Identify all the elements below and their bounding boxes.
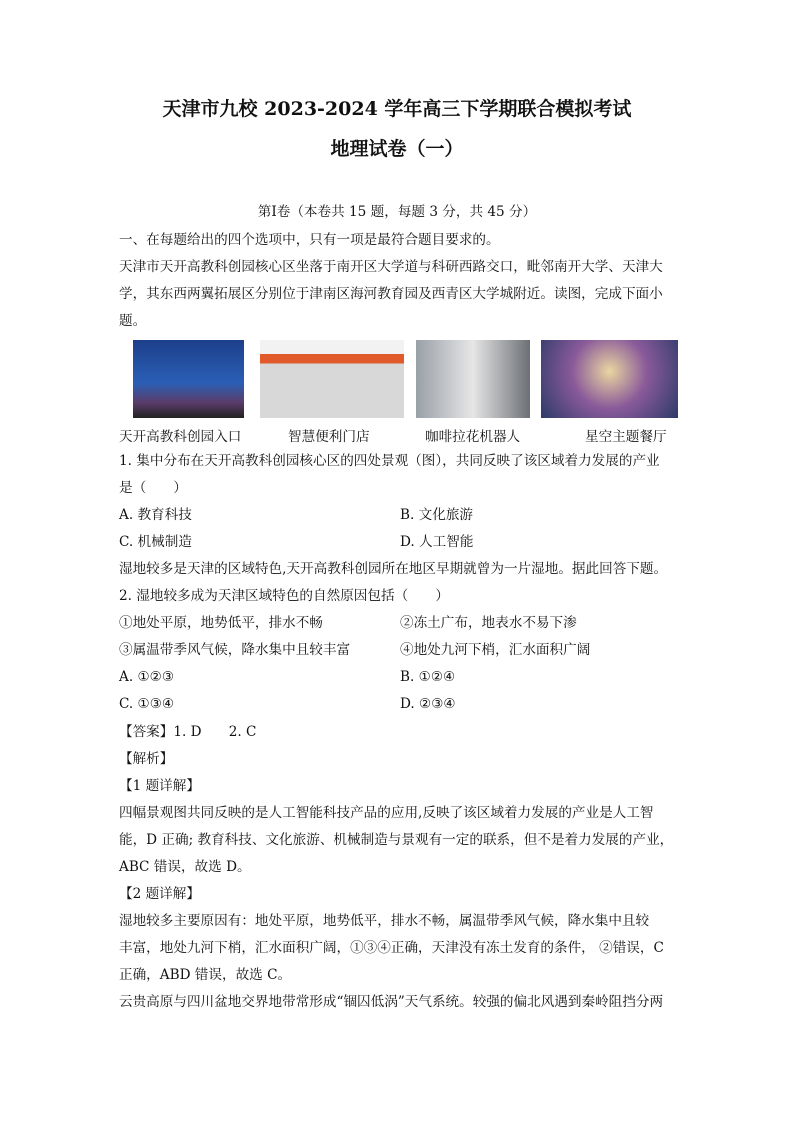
answer: 【答案】1. D 2. C <box>119 724 257 740</box>
question-2-stem: 2. 湿地较多成为天津区域特色的自然原因包括（ ） <box>119 588 449 604</box>
option-c: C. ①③④ <box>119 696 175 712</box>
detail-line: 湿地较多主要原因有：地处平原，地势低平，排水不畅，属温带季风气候，降水集中且较 <box>119 913 650 929</box>
intro-line: 天津市天开高教科创园核心区坐落于南开区大学道与科研西路交口，毗邻南开大学、天津大 <box>119 259 663 275</box>
passage-2: 湿地较多是天津的区域特色,天开高教科创园所在地区早期就曾为一片湿地。据此回答下题。 <box>119 561 668 577</box>
photo-park-entrance <box>133 340 244 418</box>
statement: ③属温带季风气候，降水集中且较丰富 <box>119 642 351 658</box>
statement: ①地处平原，地势低平，排水不畅 <box>119 615 323 631</box>
question-1-stem: 是（ ） <box>119 480 187 496</box>
photo-smart-store <box>260 340 404 418</box>
detail-line: ABC 错误，故选 D。 <box>119 859 251 875</box>
detail-line: 能，D 正确; 教育科技、文化旅游、机械制造与景观有一定的联系，但不是着力发展的产业， <box>119 832 674 848</box>
option-d: D. 人工智能 <box>400 534 474 550</box>
statement: ②冻土广布，地表水不易下渗 <box>400 615 577 631</box>
photo-starry-restaurant <box>541 340 678 418</box>
option-b: B. 文化旅游 <box>400 507 474 523</box>
detail-line: 正确，ABD 错误，故选 C。 <box>119 967 292 983</box>
option-b: B. ①②④ <box>400 669 456 685</box>
instruction: 一、在每题给出的四个选项中，只有一项是最符合题目要求的。 <box>119 232 500 248</box>
option-a: A. 教育科技 <box>119 507 192 523</box>
doc-subtitle: 地理试卷（一） <box>330 138 464 160</box>
intro-line: 学，其东西两翼拓展区分别位于津南区海河教育园及西青区大学城附近。读图，完成下面小 <box>119 286 663 302</box>
option-c: C. 机械制造 <box>119 534 192 550</box>
detail-line: 四幅景观图共同反映的是人工智能科技产品的应用,反映了该区域着力发展的产业是人工智 <box>119 805 654 821</box>
image-caption: 智慧便利门店 <box>288 429 370 445</box>
option-d: D. ②③④ <box>400 696 456 712</box>
photo-coffee-robot <box>416 340 530 418</box>
image-caption: 星空主题餐厅 <box>585 429 667 445</box>
intro-line: 题。 <box>119 313 147 329</box>
option-a: A. ①②③ <box>119 669 175 685</box>
analysis-heading: 【解析】 <box>119 751 174 767</box>
detail-line: 丰富，地处九河下梢，汇水面积广阔，①③④正确，天津没有冻土发育的条件， ②错误，C <box>119 940 664 956</box>
doc-title: 天津市九校 2023-2024 学年高三下学期联合模拟考试 <box>162 98 632 120</box>
image-caption: 天开高教科创园入口 <box>119 429 242 445</box>
detail-2-heading: 【2 题详解】 <box>119 886 200 902</box>
detail-1-heading: 【1 题详解】 <box>119 778 200 794</box>
statement: ④地处九河下梢，汇水面积广阔 <box>400 642 591 658</box>
next-passage: 云贵高原与四川盆地交界地带常形成“锢囚低涡”天气系统。较强的偏北风遇到秦岭阻挡分两 <box>119 994 664 1010</box>
question-1-stem: 1. 集中分布在天开高教科创园核心区的四处景观（图），共同反映了该区域着力发展的产业 <box>119 453 660 469</box>
image-caption: 咖啡拉花机器人 <box>425 429 521 445</box>
section-heading: 第Ⅰ卷（本卷共 15 题，每题 3 分，共 45 分） <box>257 204 537 220</box>
